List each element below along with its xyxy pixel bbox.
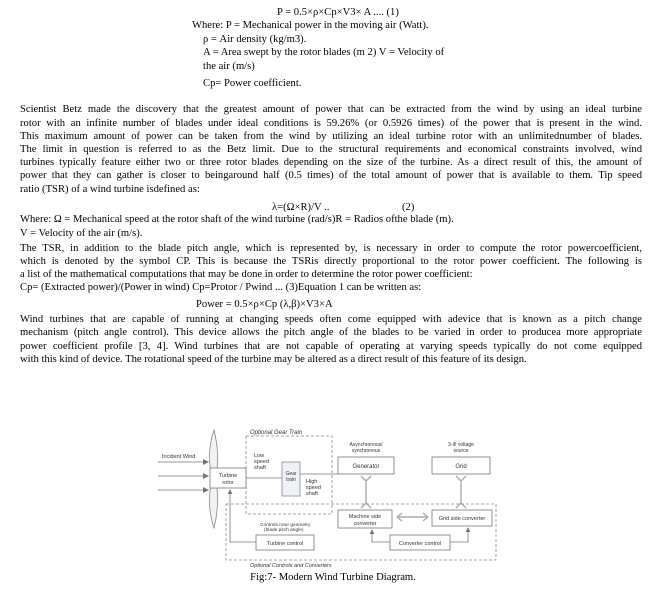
para2-line-2: which is denoted by the symbol CP. This is because the TSRis directly proportional to the rotor power coefficient. The following is: [20, 256, 642, 267]
figure-caption: Fig:7- Modern Wind Turbine Diagram.: [250, 572, 416, 583]
converter-control-right-line: [450, 528, 468, 542]
turbine-rotor-label-1: Turbine: [218, 473, 238, 479]
para2-line-1: The TSR, in addition to the blade pitch angle, which is represented by, is necessary in order to compute the rotor powercoefficient,: [20, 243, 642, 254]
equation-3: Power = 0.5×ρ×Cp (λ,β)×V3×A: [196, 299, 333, 310]
machine-side-label-1: Machine side: [348, 514, 382, 520]
high-speed-label-1: High: [306, 479, 318, 485]
where-line-2: ρ = Air density (kg/m3).: [203, 34, 307, 45]
turbine-control-feedback-line: [230, 490, 256, 542]
converter-link-arrow: [397, 513, 428, 521]
gear-train-label-1: Gear: [285, 471, 297, 477]
where2-line-1: Where: Ω = Mechanical speed at the rotor shaft of the wind turbine (rad/s)R = Radios ofthe blade (m).: [20, 214, 454, 225]
equation-2: λ=(Ω×R)/V ..: [272, 202, 330, 213]
para3-line-1: Wind turbines that are capable of running at changing speeds often come equipped with adevice that is known as a pitch change: [20, 314, 642, 325]
where-line-4: the air (m/s): [203, 61, 255, 72]
converter-control-label: Converter control: [398, 541, 442, 547]
equation-2-number: (2): [402, 202, 415, 213]
async-label-2: synchronous: [351, 448, 381, 454]
para1-line-5: turbines typically feature either two or three rotor blades depending on the size of the turbine. As a direct result of this, the amount of: [20, 157, 642, 168]
grid-converter-arrow: [456, 476, 466, 508]
para3-line-4: with this kind of device. The rotational speed of the turbine may be altered as a direct result of this feature of its design.: [20, 354, 527, 365]
where-line-5: Cp= Power coefficient.: [203, 78, 302, 89]
low-speed-label-1: Low: [254, 453, 265, 459]
high-speed-label-2: speed: [306, 485, 321, 491]
where-line-1: Where: P = Mechanical power in the moving air (Watt).: [192, 20, 429, 31]
async-label-1: Asynchronous/: [349, 442, 383, 448]
three-phase-label-2: source: [453, 448, 469, 454]
para1-line-2: rotor with an infinite number of blades under ideal conditions is 59.26% (or 0.5926 times) of the power that is present in the wind.: [20, 118, 642, 129]
grid-label: Grid: [455, 464, 467, 470]
para2-line-3: a list of the mathematical computations that may be done in order to determine the rotor power coefficient:: [20, 269, 473, 280]
controls-note-1: Controls rotor geometry: [260, 523, 311, 528]
para2-line-4: Cp= (Extracted power)/(Power in wind) Cp=Protor / Pwind ... (3)Equation 1 can be written as:: [20, 282, 422, 293]
optional-gear-train-label: Optional Gear Train: [250, 430, 303, 436]
para1-line-1: Scientist Betz made the discovery that the greatest amount of power that can be extracted from the wind by using an ideal turbine: [20, 104, 642, 115]
generator-label: Generator: [352, 464, 380, 470]
equation-1: P = 0.5×ρ×Cp×V3× A .... (1): [277, 7, 399, 18]
gear-train-label-2: train: [286, 477, 296, 483]
grid-side-label: Grid side converter: [438, 516, 486, 522]
machine-side-label-2: converter: [353, 521, 377, 527]
where-line-3: A = Area swept by the rotor blades (m 2) V = Velocity of: [203, 47, 445, 58]
high-speed-label-3: shaft: [306, 491, 318, 497]
para1-line-4: The limit in question is referred to as the Betz limit. Due to the structural requirements and economical constraints involved, wind: [20, 144, 642, 155]
three-phase-label-1: 3-Φ voltage: [448, 442, 474, 448]
controls-note-2: (blade pitch angle): [264, 528, 304, 533]
where2-line-2: V = Velocity of the air (m/s).: [20, 228, 143, 239]
generator-converter-arrow: [361, 476, 371, 508]
para3-line-3: power coefficient profile [3, 4]. Wind turbines that are not capable of operating at varying speeds typically do not come equipped: [20, 341, 642, 352]
para1-line-3: This maximum amount of power can be taken from the wind by utilizing an ideal turbine rotor with an unlimitednumber of blades.: [20, 131, 642, 142]
converter-control-left-line: [372, 530, 390, 542]
wind-turbine-diagram: [150, 424, 530, 574]
para1-line-6: power that they can gather is closer to beingaround half (0.5 times) of the total amount of power that is available to them. Tip speed: [20, 170, 642, 181]
turbine-rotor-label-2: rotor: [222, 480, 234, 486]
para3-line-2: mechanism (pitch angle control). This device allows the pitch angle of the blades to be varied in order to producea more appropriate: [20, 327, 642, 338]
incident-wind-label: Incident Wind: [162, 454, 196, 460]
para1-line-7: ratio (TSR) of a wind turbine isdefined as:: [20, 184, 200, 195]
turbine-control-label: Turbine control: [266, 541, 304, 547]
low-speed-label-3: shaft: [254, 465, 266, 471]
optional-controls-label: Optional Controls and Converters: [250, 563, 332, 569]
low-speed-label-2: speed: [254, 459, 269, 465]
